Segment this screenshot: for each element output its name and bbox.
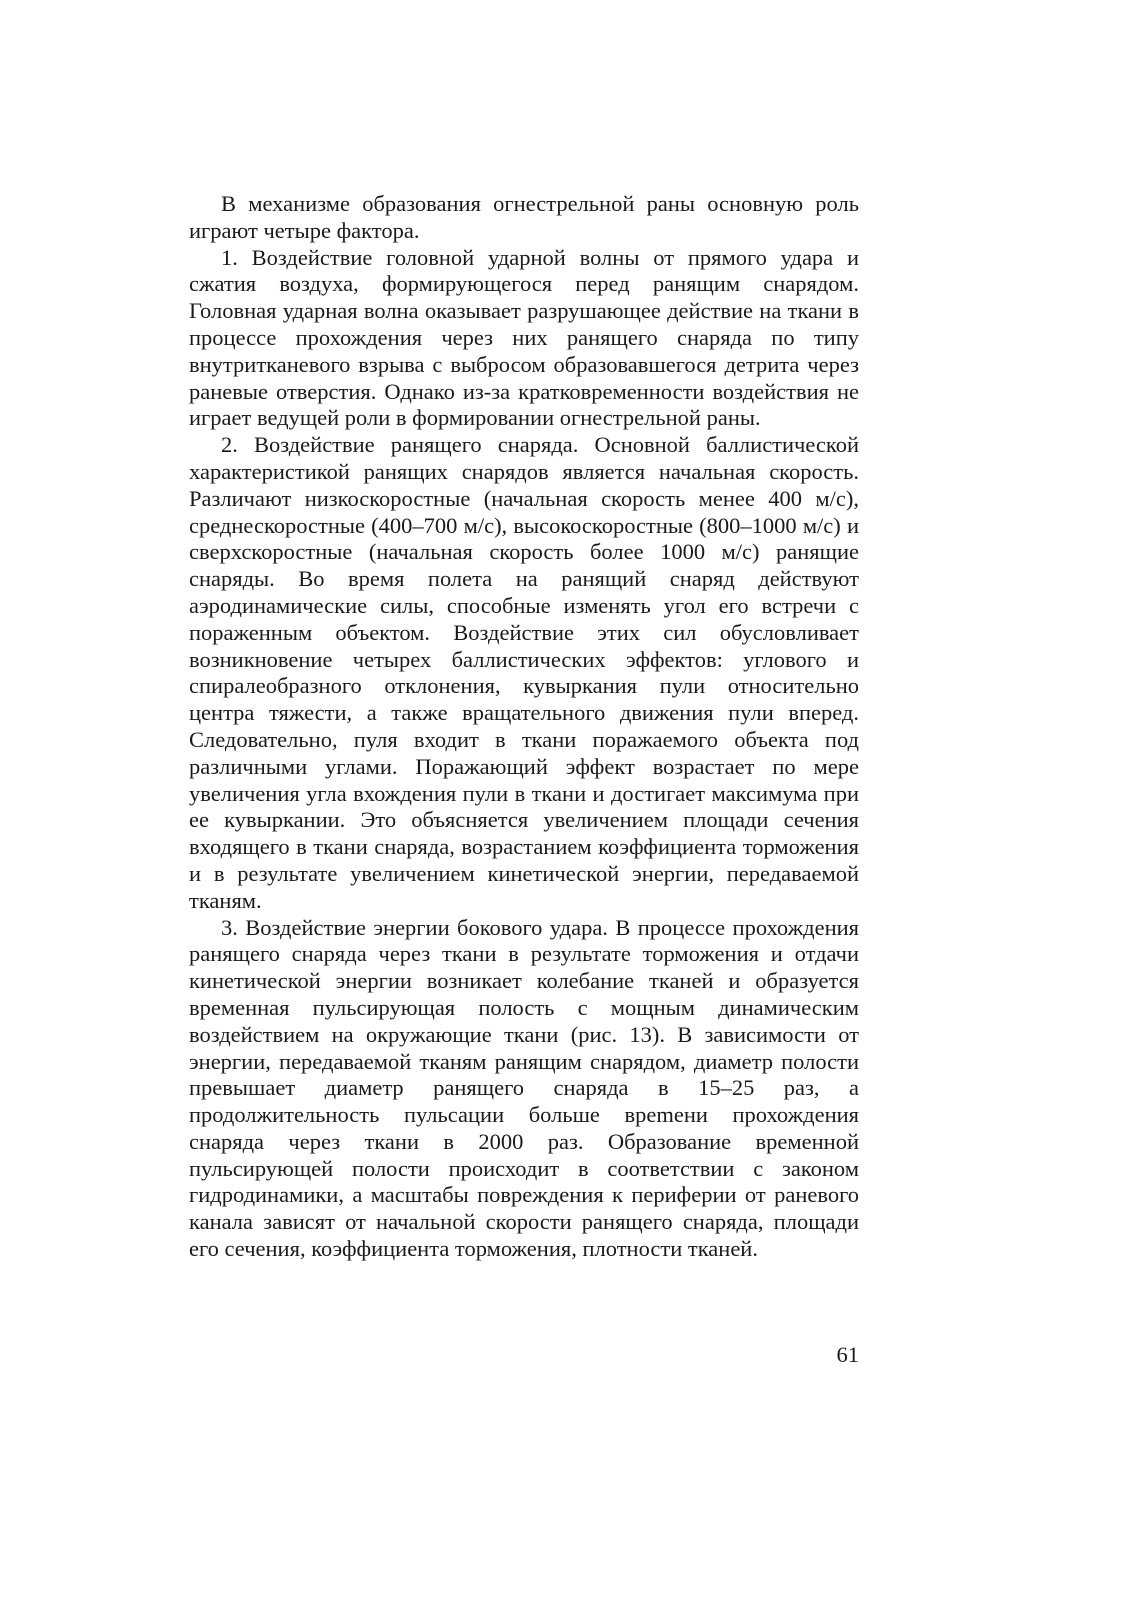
paragraph-factor-3: 3. Воздействие энергии бокового удара. В процессе прохождения ранящего снаряда через ткани в результате торможения и отдачи кинетической энергии возникает колебание тканей и образуется временная пульсирующая полость с мощным динамическим воздействием на окружающие ткани (рис. 13). В зависимости от энергии, передаваемой тканям ранящим снарядом, диаметр полости превышает диаметр ранящего снаряда в 15–25 раз, а продолжительность пульсации больше вреmени прохождения снаряда через ткани в 2000 раз. Образование временной пульсирующей полости происходит в соответствии с законом гидродинамики, а масштабы повреждения к периферии от раневого канала зависят от начальной скорости ранящего снаряда, площади его сечения, коэффициента торможения, плотности тканей. [189, 914, 859, 1262]
body-text [189, 191, 859, 1263]
page-number: 61 [836, 1342, 859, 1367]
paragraph-factor-2: 2. Воздействие ранящего снаряда. Основной баллистической характеристикой ранящих снарядов является начальная скорость. Различают низкоскоростные (начальная скорость менее 400 м/с), среднескоростные (400–700 м/с), высокоскоростные (800–1000 м/с) и сверхскоростные (начальная скорость более 1000 м/с) ранящие снаряды. Во время полета на ранящий снаряд действуют аэродинамические силы, способные изменять угол его встречи с пораженным объектом. Воздействие этих сил обусловливает возникновение четырех баллистических эффектов: углового и спиралеобразного отклонения, кувыркания пули относительно центра тяжести, а также вращательного движения пули вперед. Следовательно, пуля входит в ткани поражаемого объекта под различными углами. Поражающий эффект возрастает по мере увеличения угла вхождения пули в ткани и достигает максимума при ее кувыркании. Это объясняется увеличением площади сечения входящего в ткани снаряда, возрастанием коэффициента торможения и в результате увеличением кинетической энергии, передаваемой тканям. [189, 432, 859, 913]
paragraph-intro: В механизме образования огнестрельной раны основную роль играют четыре фактора. [189, 191, 859, 243]
paragraph-factor-1: 1. Воздействие головной ударной волны от прямого удара и сжатия воздуха, формирующегося перед ранящим снарядом. Головная ударная волна оказывает разрушающее действие на ткани в процессе прохождения через них ранящего снаряда по типу внутритканевого взрыва с выбросом образовавшегося детрита через раневые отверстия. Однако из-за кратковременности воздействия не играет ведущей роли в формировании огнестрельной раны. [189, 244, 859, 431]
